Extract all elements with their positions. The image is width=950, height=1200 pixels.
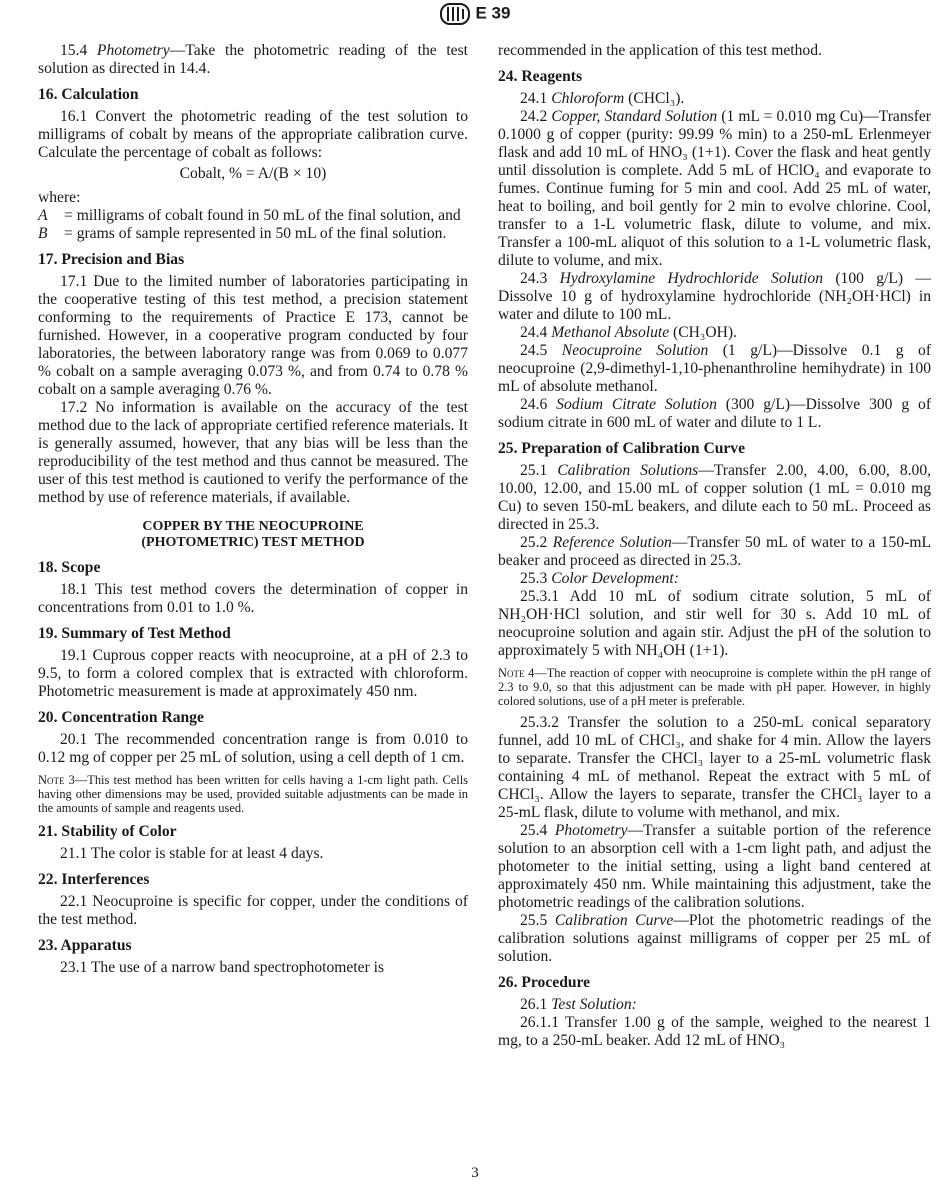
heading-19: 19. Summary of Test Method [38, 625, 231, 642]
para-26-1-1: 26.1.1 Transfer 1.00 g of the sample, weighed to the nearest 1 mg, to a 250-mL beaker. Add 12 mL of HNO₃ [498, 1014, 931, 1049]
designation: E 39 [475, 3, 511, 23]
para-17-1: 17.1 Due to the limited number of laboratories participating in the cooperative testing of this test method, a precision statement conforming to the requirements of Practice E 173, cannot be furnished. However, in a cooperative program conducted by four laboratories, the between laboratory range was from 0.069 to 0.077 % cobalt on a sample averaging 0.073 %, and from 0.74 to 0.78 % cobalt on a sample averaging 0.76 %. [38, 273, 468, 398]
heading-25: 25. Preparation of Calibration Curve [498, 440, 746, 457]
para-25-2: 25.2 Reference Solution—Transfer 50 mL of water to a 150-mL beaker and proceed as directed in 25.3. [498, 534, 931, 569]
para-continued: recommended in the application of this test method. [498, 42, 822, 59]
page-header [0, 3, 950, 25]
heading-20: 20. Concentration Range [38, 709, 204, 726]
para-26-1: 26.1 Test Solution: [520, 996, 637, 1013]
para-25-3: 25.3 Color Development: [520, 570, 679, 587]
heading-16: 16. Calculation [38, 86, 139, 103]
page-number: 3 [471, 1165, 479, 1181]
heading-23: 23. Apparatus [38, 937, 132, 954]
heading-21: 21. Stability of Color [38, 823, 177, 840]
para-17-2: 17.2 No information is available on the accuracy of the test method due to the lack of appropriate certified reference materials. It is generally assumed, however, that any bias will be less than the reproducibility of the test method and thus cannot be measured. The user of this test method is cautioned to verify the performance of the method by use of reference materials, if available. [38, 399, 468, 506]
left-column [38, 42, 468, 977]
para-20-1: 20.1 The recommended concentration range is from 0.010 to 0.12 mg of copper per 25 mL of solution, using a cell depth of 1 cm. [38, 731, 468, 766]
para-25-1: 25.1 Calibration Solutions—Transfer 2.00, 4.00, 6.00, 8.00, 10.00, 12.00, and 15.00 mL of copper solution (1 mL = 0.010 mg Cu) to seven 150-mL beakers, and dilute each to 50 mL. Proceed as directed in 25.3. [498, 462, 932, 533]
para-19-1: 19.1 Cuprous copper reacts with neocuproine, at a pH of 2.3 to 9.5, to form a colored complex that is extracted with chloroform. Photometric measurement is made at approximately 450 nm. [38, 647, 468, 700]
para-25-4: 25.4 Photometry—Transfer a suitable portion of the reference solution to an absorption cell with a 1-cm light path, and adjust the photometer to the initial setting, using a light band centered at approximately 450 nm. While maintaining this adjustment, take the photometric readings of the calibration solutions. [498, 822, 931, 911]
para-15-4: 15.4 Photometry—Take the photometric reading of the test solution as directed in 14.4. [38, 42, 468, 77]
para-25-5: 25.5 Calibration Curve—Plot the photometric readings of the calibration solutions against milligrams of copper per 25 mL of solution. [498, 912, 931, 965]
para-24-6: 24.6 Sodium Citrate Solution (300 g/L)—Dissolve 300 g of sodium citrate in 600 mL of water and dilute to 1 L. [498, 396, 932, 431]
para-22-1: 22.1 Neocuproine is specific for copper, under the conditions of the test method. [38, 893, 468, 928]
para-21-1: 21.1 The color is stable for at least 4 days. [60, 845, 324, 862]
para-25-3-2: 25.3.2 Transfer the solution to a 250-mL conical separatory funnel, add 10 mL of CHCl₃, and shake for 4 min. Allow the layers to separate. Transfer the CHCl₃ layer to a 25-mL volumetric flask containing 4 mL of methanol. Repeat the extract with 5 mL of CHCl₃. Allow the layers to separate, transfer the CHCl₃ layer to a 25-mL flask, dilute to volume with methanol, and mix. [498, 714, 931, 821]
para-23-1: 23.1 The use of a narrow band spectrophotometer is [60, 959, 385, 976]
where-b: B = grams of sample represented in 50 mL of the final solution. [38, 225, 447, 242]
heading-24: 24. Reagents [498, 68, 583, 85]
note-3: Note 3—This test method has been written for cells having a 1-cm light path. Cells having other dimensions may be used, provided suitable adjustments can be made in the amounts of sample and reagents used. [38, 773, 468, 815]
heading-26: 26. Procedure [498, 974, 591, 991]
para-24-3: 24.3 Hydroxylamine Hydrochloride Solution (100 g/L) —Dissolve 10 g of hydroxylamine hydrochloride (NH₂OH·HCl) in water and dilute to 100 mL. [498, 270, 931, 323]
method-title: COPPER BY THE NEOCUPROINE (PHOTOMETRIC) TEST METHOD [141, 519, 365, 550]
para-25-3-1: 25.3.1 Add 10 mL of sodium citrate solution, 5 mL of NH₂OH·HCl solution, and stir well for 30 s. Add 10 mL of neocuproine solution and again stir. Adjust the pH of the solution to approximately 5 with NH₄OH (1+1). [498, 588, 931, 659]
note-4: Note 4—The reaction of copper with neocuproine is complete within the pH range of 2.3 to 9.0, so that this adjustment can be made with pH paper. However, in highly colored solutions, use of a pH meter is preferable. [498, 666, 931, 708]
where-label: where: [38, 189, 81, 206]
heading-18: 18. Scope [38, 559, 101, 576]
para-18-1: 18.1 This test method covers the determination of copper in concentrations from 0.01 to 1.0 %. [38, 581, 468, 616]
astm-logo-icon [440, 3, 470, 25]
right-column [498, 42, 931, 1050]
para-24-4: 24.4 Methanol Absolute (CH₃OH). [520, 324, 737, 341]
para-24-5: 24.5 Neocuproine Solution (1 g/L)—Dissolve 0.1 g of neocuproine (2,9-dimethyl-1,10-phenanthroline hemihydrate) in 100 mL of absolute methanol. [498, 342, 932, 395]
para-24-2: 24.2 Copper, Standard Solution (1 mL = 0.010 mg Cu)—Transfer 0.1000 g of copper (purity: 99.99 % min) to a 250-mL Erlenmeyer flask and add 10 mL of HNO₃ (1+1). Cover the flask and heat gently until dissolution is complete. Add 5 mL of HClO₄ and evaporate to fumes. Continue fuming for 5 min and cool. Add 25 mL of water, heat to boiling, and boil gently for 2 min to evolve chlorine. Cool, transfer to a 1-L volumetric flask, dilute to volume, and mix. Transfer a 100-mL aliquot of this solution to a 1-L volumetric flask, dilute to volume, and mix. [498, 108, 931, 269]
heading-17: 17. Precision and Bias [38, 251, 185, 268]
para-24-1: 24.1 Chloroform (CHCl₃). [520, 90, 685, 107]
para-16-1: 16.1 Convert the photometric reading of the test solution to milligrams of cobalt by means of the appropriate calibration curve. Calculate the percentage of cobalt as follows: [38, 108, 468, 161]
formula: Cobalt, % = A/(B × 10) [179, 165, 327, 182]
where-a: A = milligrams of cobalt found in 50 mL of the final solution, and [38, 207, 461, 224]
heading-22: 22. Interferences [38, 871, 150, 888]
